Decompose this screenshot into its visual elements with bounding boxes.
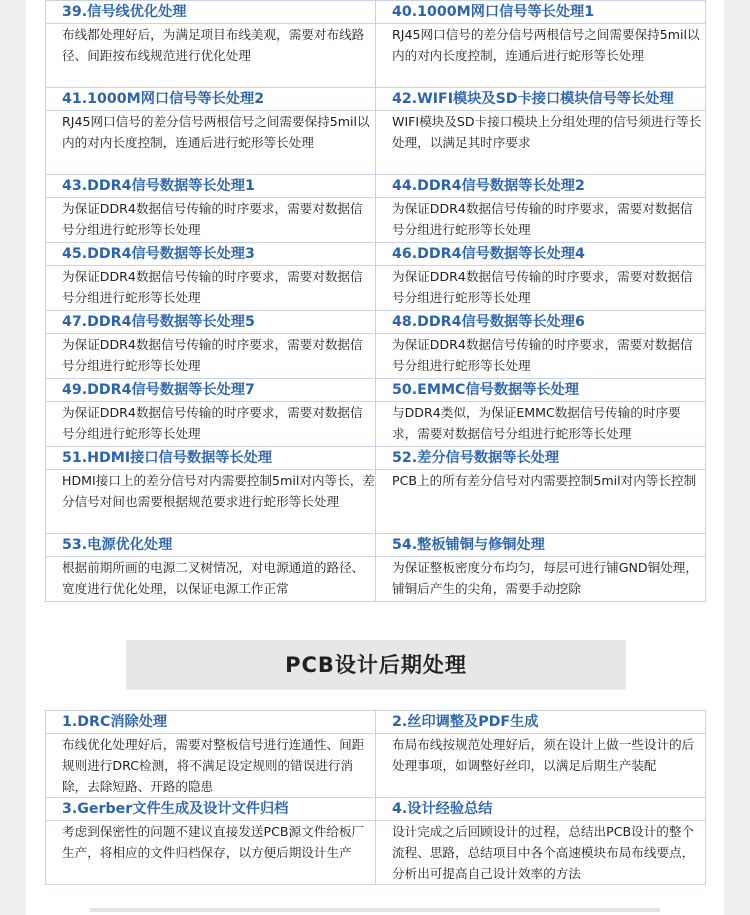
item-45-desc: 为保证DDR4数据信号传输的时序要求，需要对数据信号分组进行蛇形等长处理 [46,266,376,311]
item-47-desc: 为保证DDR4数据信号传输的时序要求，需要对数据信号分组进行蛇形等长处理 [46,334,376,379]
section-banner-title: PCB设计后期处理 [126,640,626,690]
item-54-desc: 为保证整板密度分布均匀，每层可进行铺GND铜处理，铺铜后产生的尖角，需要手动挖除 [376,557,706,602]
table-row [46,243,706,266]
post-item-1-title: 1.DRC消除处理 [46,711,376,734]
post-item-3-title: 3.Gerber文件生成及设计文件归档 [46,798,376,821]
item-42-title: 42.WIFI模块及SD卡接口模块信号等长处理 [376,88,706,111]
table-row [46,534,706,557]
table-row [46,266,706,311]
item-53-title: 53.电源优化处理 [46,534,376,557]
item-43-title: 43.DDR4信号数据等长处理1 [46,175,376,198]
item-51-desc: HDMI接口上的差分信号对内需要控制5mil对内等长，差分信号对间也需要根据规范要求进行蛇形等长处理 [46,470,376,534]
table-row [46,470,706,534]
item-39-title: 39.信号线优化处理 [46,1,376,24]
bottom-divider [90,908,660,912]
post-item-4-desc: 设计完成之后回顾设计的过程，总结出PCB设计的整个流程、思路，总结项目中各个高速模块布局布线要点，分析出可提高自己设计效率的方法 [376,821,706,885]
post-item-2-title: 2.丝印调整及PDF生成 [376,711,706,734]
process-table-post [45,710,706,885]
table-row [46,111,706,175]
table-row [46,798,706,821]
item-49-desc: 为保证DDR4数据信号传输的时序要求，需要对数据信号分组进行蛇形等长处理 [46,402,376,447]
table-row [46,557,706,602]
post-item-4-title: 4.设计经验总结 [376,798,706,821]
item-42-desc: WIFI模块及SD卡接口模块上分组处理的信号须进行等长处理，以满足其时序要求 [376,111,706,175]
table-row [46,734,706,798]
table-row [46,198,706,243]
item-50-desc: 与DDR4类似，为保证EMMC数据信号传输的时序要求，需要对数据信号分组进行蛇形等长处理 [376,402,706,447]
table-row [46,24,706,88]
item-40-title: 40.1000M网口信号等长处理1 [376,1,706,24]
post-item-3-desc: 考虑到保密性的问题不建议直接发送PCB源文件给板厂生产，将相应的文件归档保存，以方便后期设计生产 [46,821,376,885]
item-50-title: 50.EMMC信号数据等长处理 [376,379,706,402]
process-table-routing [45,0,706,602]
item-40-desc: RJ45网口信号的差分信号两根信号之间需要保持5mil以内的对内长度控制，连通后进行蛇形等长处理 [376,24,706,88]
item-46-title: 46.DDR4信号数据等长处理4 [376,243,706,266]
item-43-desc: 为保证DDR4数据信号传输的时序要求，需要对数据信号分组进行蛇形等长处理 [46,198,376,243]
item-53-desc: 根据前期所画的电源二叉树情况，对电源通道的路径、宽度进行优化处理，以保证电源工作正常 [46,557,376,602]
table-row [46,447,706,470]
table-row [46,402,706,447]
table-row [46,1,706,24]
item-45-title: 45.DDR4信号数据等长处理3 [46,243,376,266]
table-row [46,711,706,734]
item-48-desc: 为保证DDR4数据信号传输的时序要求，需要对数据信号分组进行蛇形等长处理 [376,334,706,379]
item-44-title: 44.DDR4信号数据等长处理2 [376,175,706,198]
item-46-desc: 为保证DDR4数据信号传输的时序要求，需要对数据信号分组进行蛇形等长处理 [376,266,706,311]
item-52-title: 52.差分信号数据等长处理 [376,447,706,470]
table-row [46,311,706,334]
table-row [46,88,706,111]
item-39-desc: 布线都处理好后，为满足项目布线美观，需要对布线路径、间距按布线规范进行优化处理 [46,24,376,88]
item-49-title: 49.DDR4信号数据等长处理7 [46,379,376,402]
table-row [46,175,706,198]
item-47-title: 47.DDR4信号数据等长处理5 [46,311,376,334]
item-48-title: 48.DDR4信号数据等长处理6 [376,311,706,334]
item-54-title: 54.整板铺铜与修铜处理 [376,534,706,557]
table-row [46,821,706,885]
item-44-desc: 为保证DDR4数据信号传输的时序要求，需要对数据信号分组进行蛇形等长处理 [376,198,706,243]
item-41-title: 41.1000M网口信号等长处理2 [46,88,376,111]
item-51-title: 51.HDMI接口信号数据等长处理 [46,447,376,470]
post-item-2-desc: 布局布线按规范处理好后，须在设计上做一些设计的后处理事项，如调整好丝印，以满足后期生产装配 [376,734,706,798]
item-52-desc: PCB上的所有差分信号对内需要控制5mil对内等长控制 [376,470,706,534]
table-row [46,334,706,379]
table-row [46,379,706,402]
item-41-desc: RJ45网口信号的差分信号两根信号之间需要保持5mil以内的对内长度控制，连通后进行蛇形等长处理 [46,111,376,175]
post-item-1-desc: 布线优化处理好后，需要对整板信号进行连通性、间距规则进行DRC检测，将不满足设定规则的错误进行消除，去除短路、开路的隐患 [46,734,376,798]
